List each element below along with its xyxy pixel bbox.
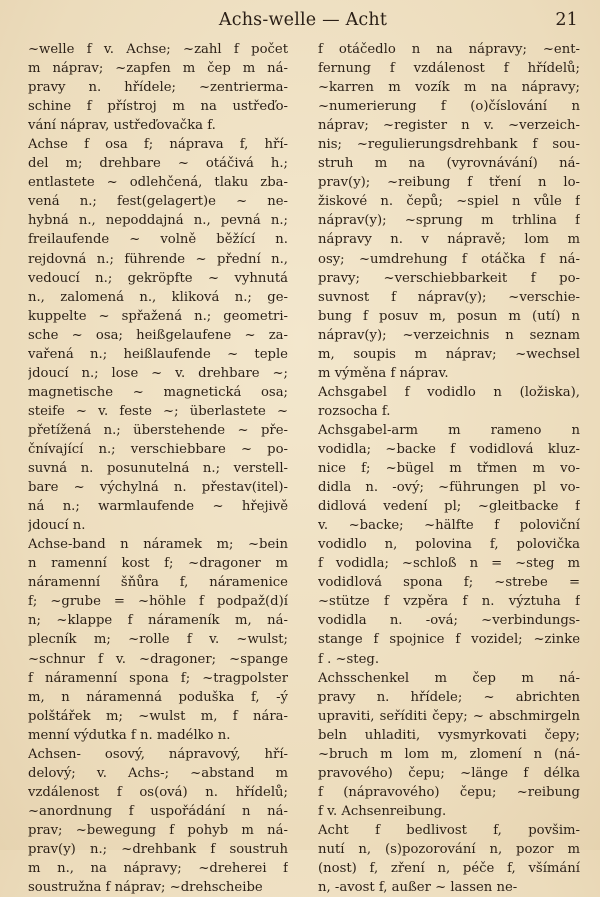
right-column-line: ~karren m vozík m na nápravy; [318, 80, 580, 96]
right-column-line: rozsocha f. [318, 403, 391, 419]
right-column-line: náprav(y); ~sprung m trhlina f [318, 213, 580, 229]
left-column-line: ~schnur f v. ~dragoner; ~spange [28, 651, 288, 667]
right-column-line: pravového) čepu; ~länge f délka [318, 765, 580, 781]
left-column-line: ~welle f v. Achse; ~zahl f počet [28, 42, 288, 57]
page-title: Achs-welle — Acht [218, 10, 388, 30]
left-column-line: vená n.; fest(gelagert)e ~ ne- [28, 194, 288, 210]
left-column-line: sche ~ osa; heißgelaufene ~ za- [28, 327, 288, 343]
right-column-line: osy; ~umdrehung f otáčka f ná- [318, 251, 580, 267]
left-column-line: kuppelte ~ spřažená n.; geometri- [28, 308, 288, 324]
left-column-line: bare ~ výchylná n. přestav(itel)- [28, 480, 288, 496]
right-column-line: Achsschenkel m čep m ná- [318, 670, 580, 686]
left-column-line: n., zalomená n., kliková n.; ge- [28, 289, 288, 305]
left-column-line: pravy n. hřídele; ~zentrierma- [28, 80, 288, 96]
right-column-line: žiskové n. čepů; ~spiel n vůle f [318, 194, 580, 210]
right-column-line: f vodidla; ~schloß n = ~steg m [318, 556, 580, 572]
page-header [28, 8, 578, 34]
left-column-line: f náramenní spona f; ~tragpolster [28, 670, 288, 686]
left-column-line: jdoucí n. [28, 518, 86, 534]
left-column-line: hybná n., nepoddajná n., pevná n.; [28, 213, 288, 229]
left-column-line: m n., na nápravy; ~dreherei f [28, 861, 288, 877]
left-column-line: f; ~grube = ~höhle f podpaž(d)í [28, 594, 288, 610]
left-column [28, 40, 288, 897]
right-column-line: f otáčedlo n na nápravy; ~ent- [318, 42, 580, 57]
left-column-line: přetížená n.; überstehende ~ pře- [28, 422, 288, 438]
left-column-line: delový; v. Achs-; ~abstand m [28, 765, 288, 781]
right-column-line: nápravy n. v nápravě; lom m [318, 232, 580, 248]
left-column-line: soustružna f náprav; ~drehscheibe [28, 880, 263, 896]
left-column-line: freilaufende ~ volně běžící n. [28, 232, 288, 248]
right-column-line: didlová vedení pl; ~gleitbacke f [318, 499, 580, 515]
right-column-line: prav(y); ~reibung f tření n lo- [318, 175, 580, 191]
left-column-line: jdoucí n.; lose ~ v. drehbare ~; [28, 365, 288, 381]
left-column-line: schine f přístroj m na ustřeďo- [28, 99, 288, 115]
left-column-line: magnetische ~ magnetická osa; [28, 384, 288, 400]
right-column-line: náprav; ~register n v. ~verzeich- [318, 118, 580, 134]
right-column-line: vodidlo n, polovina f, polovička [318, 537, 580, 553]
right-column-line: Achsgabel f vodidlo n (ložiska), [318, 384, 580, 400]
left-column-line: Achse-band n náramek m; ~bein [28, 537, 288, 553]
right-column-line: bung f posuv m, posun m (utí) n [318, 308, 580, 324]
right-column-line: ~numerierung f (o)číslování n [318, 99, 580, 115]
right-column-line: nice f; ~bügel m třmen m vo- [318, 461, 580, 477]
right-column-line: Achsgabel-arm m rameno n [318, 422, 580, 438]
right-column-line: (nost) f, zření n, péče f, všímání [318, 861, 580, 877]
left-column-line: m, n náramenná poduška f, -ý [28, 689, 288, 705]
right-column-line: v. ~backe; ~hälfte f poloviční [318, 518, 580, 534]
right-column [318, 40, 580, 897]
right-column-line: stange f spojnice f vozidel; ~zinke [318, 632, 580, 648]
right-column-line: fernung f vzdálenost f hřídelů; [318, 61, 580, 77]
left-column-line: menní výdutka f n. madélko n. [28, 727, 231, 743]
left-column-line: del m; drehbare ~ otáčivá h.; [28, 156, 288, 172]
right-column-line: nis; ~regulierungsdrehbank f sou- [318, 137, 580, 153]
left-column-line: Achsen- osový, nápravový, hří- [28, 746, 288, 762]
right-column-line: pravy; ~verschiebbarkeit f po- [318, 270, 580, 286]
left-column-line: náramenní šňůra f, náramenice [28, 575, 288, 591]
left-column-line: steife ~ v. feste ~; überlastete ~ [28, 403, 288, 419]
page-number: 21 [555, 10, 578, 30]
right-column-line: náprav(y); ~verzeichnis n seznam [318, 327, 580, 343]
right-column-line: m, soupis m náprav; ~wechsel [318, 346, 580, 362]
left-column-line: vedoucí n.; gekröpfte ~ vyhnutá [28, 270, 288, 286]
left-column-line: ná n.; warmlaufende ~ hřejivě [28, 499, 288, 515]
left-column-line: m náprav; ~zapfen m čep m ná- [28, 61, 288, 77]
right-column-line: didla n. -ový; ~führungen pl vo- [318, 480, 580, 496]
right-column-line: ~bruch m lom m, zlomení n (ná- [318, 746, 580, 762]
right-column-line: vodidla; ~backe f vodidlová kluz- [318, 441, 580, 457]
left-column-line: vání náprav, ustřeďovačka f. [28, 118, 216, 134]
right-column-line: Acht f bedlivost f, povšim- [318, 822, 580, 838]
right-column-line: vodidla n. -ová; ~verbindungs- [318, 613, 580, 629]
left-column-line: entlastete ~ odlehčená, tlaku zba- [28, 175, 288, 191]
right-column-line: f v. Achsenreibung. [318, 803, 447, 819]
right-column-line: ~stütze f vzpěra f n. výztuha f [318, 594, 580, 610]
left-column-line: prav; ~bewegung f pohyb m ná- [28, 822, 288, 838]
right-column-line: suvnost f náprav(y); ~verschie- [318, 289, 580, 305]
right-column-line: f (nápravového) čepu; ~reibung [318, 784, 580, 800]
left-column-line: vzdálenost f os(ová) n. hřídelů; [28, 784, 288, 800]
right-column-line: m výměna f náprav. [318, 365, 449, 381]
right-column-line: beln uhladiti, vysmyrkovati čepy; [318, 727, 580, 743]
right-column-line: f . ~steg. [318, 651, 380, 667]
left-column-line: ~anordnung f uspořádání n ná- [28, 803, 288, 819]
left-column-line: Achse f osa f; náprava f, hří- [28, 137, 288, 153]
right-column-line: pravy n. hřídele; ~ abrichten [318, 689, 580, 705]
left-column-line: n; ~klappe f nárameník m, ná- [28, 613, 288, 629]
left-column-line: vařená n.; heißlaufende ~ teple [28, 346, 288, 362]
right-column-line: vodidlová spona f; ~strebe = [318, 575, 580, 591]
left-column-line: plecník m; ~rolle f v. ~wulst; [28, 632, 288, 648]
right-column-line: upraviti, seříditi čepy; ~ abschmirgeln [318, 708, 580, 724]
left-column-line: n ramenní kost f; ~dragoner m [28, 556, 288, 572]
left-column-line: čnívající n.; verschiebbare ~ po- [28, 441, 288, 457]
left-column-line: rejdovná n.; führende ~ přední n., [28, 251, 288, 267]
right-column-line: n, -avost f, außer ~ lassen ne- [318, 880, 518, 896]
left-column-line: polštářek m; ~wulst m, f nára- [28, 708, 288, 724]
right-column-line: struh m na (vyrovnávání) ná- [318, 156, 580, 172]
right-column-line: nutí n, (s)pozorování n, pozor m [318, 841, 580, 857]
left-column-line: prav(y) n.; ~drehbank f soustruh [28, 841, 288, 857]
left-column-line: suvná n. posunutelná n.; verstell- [28, 461, 288, 477]
